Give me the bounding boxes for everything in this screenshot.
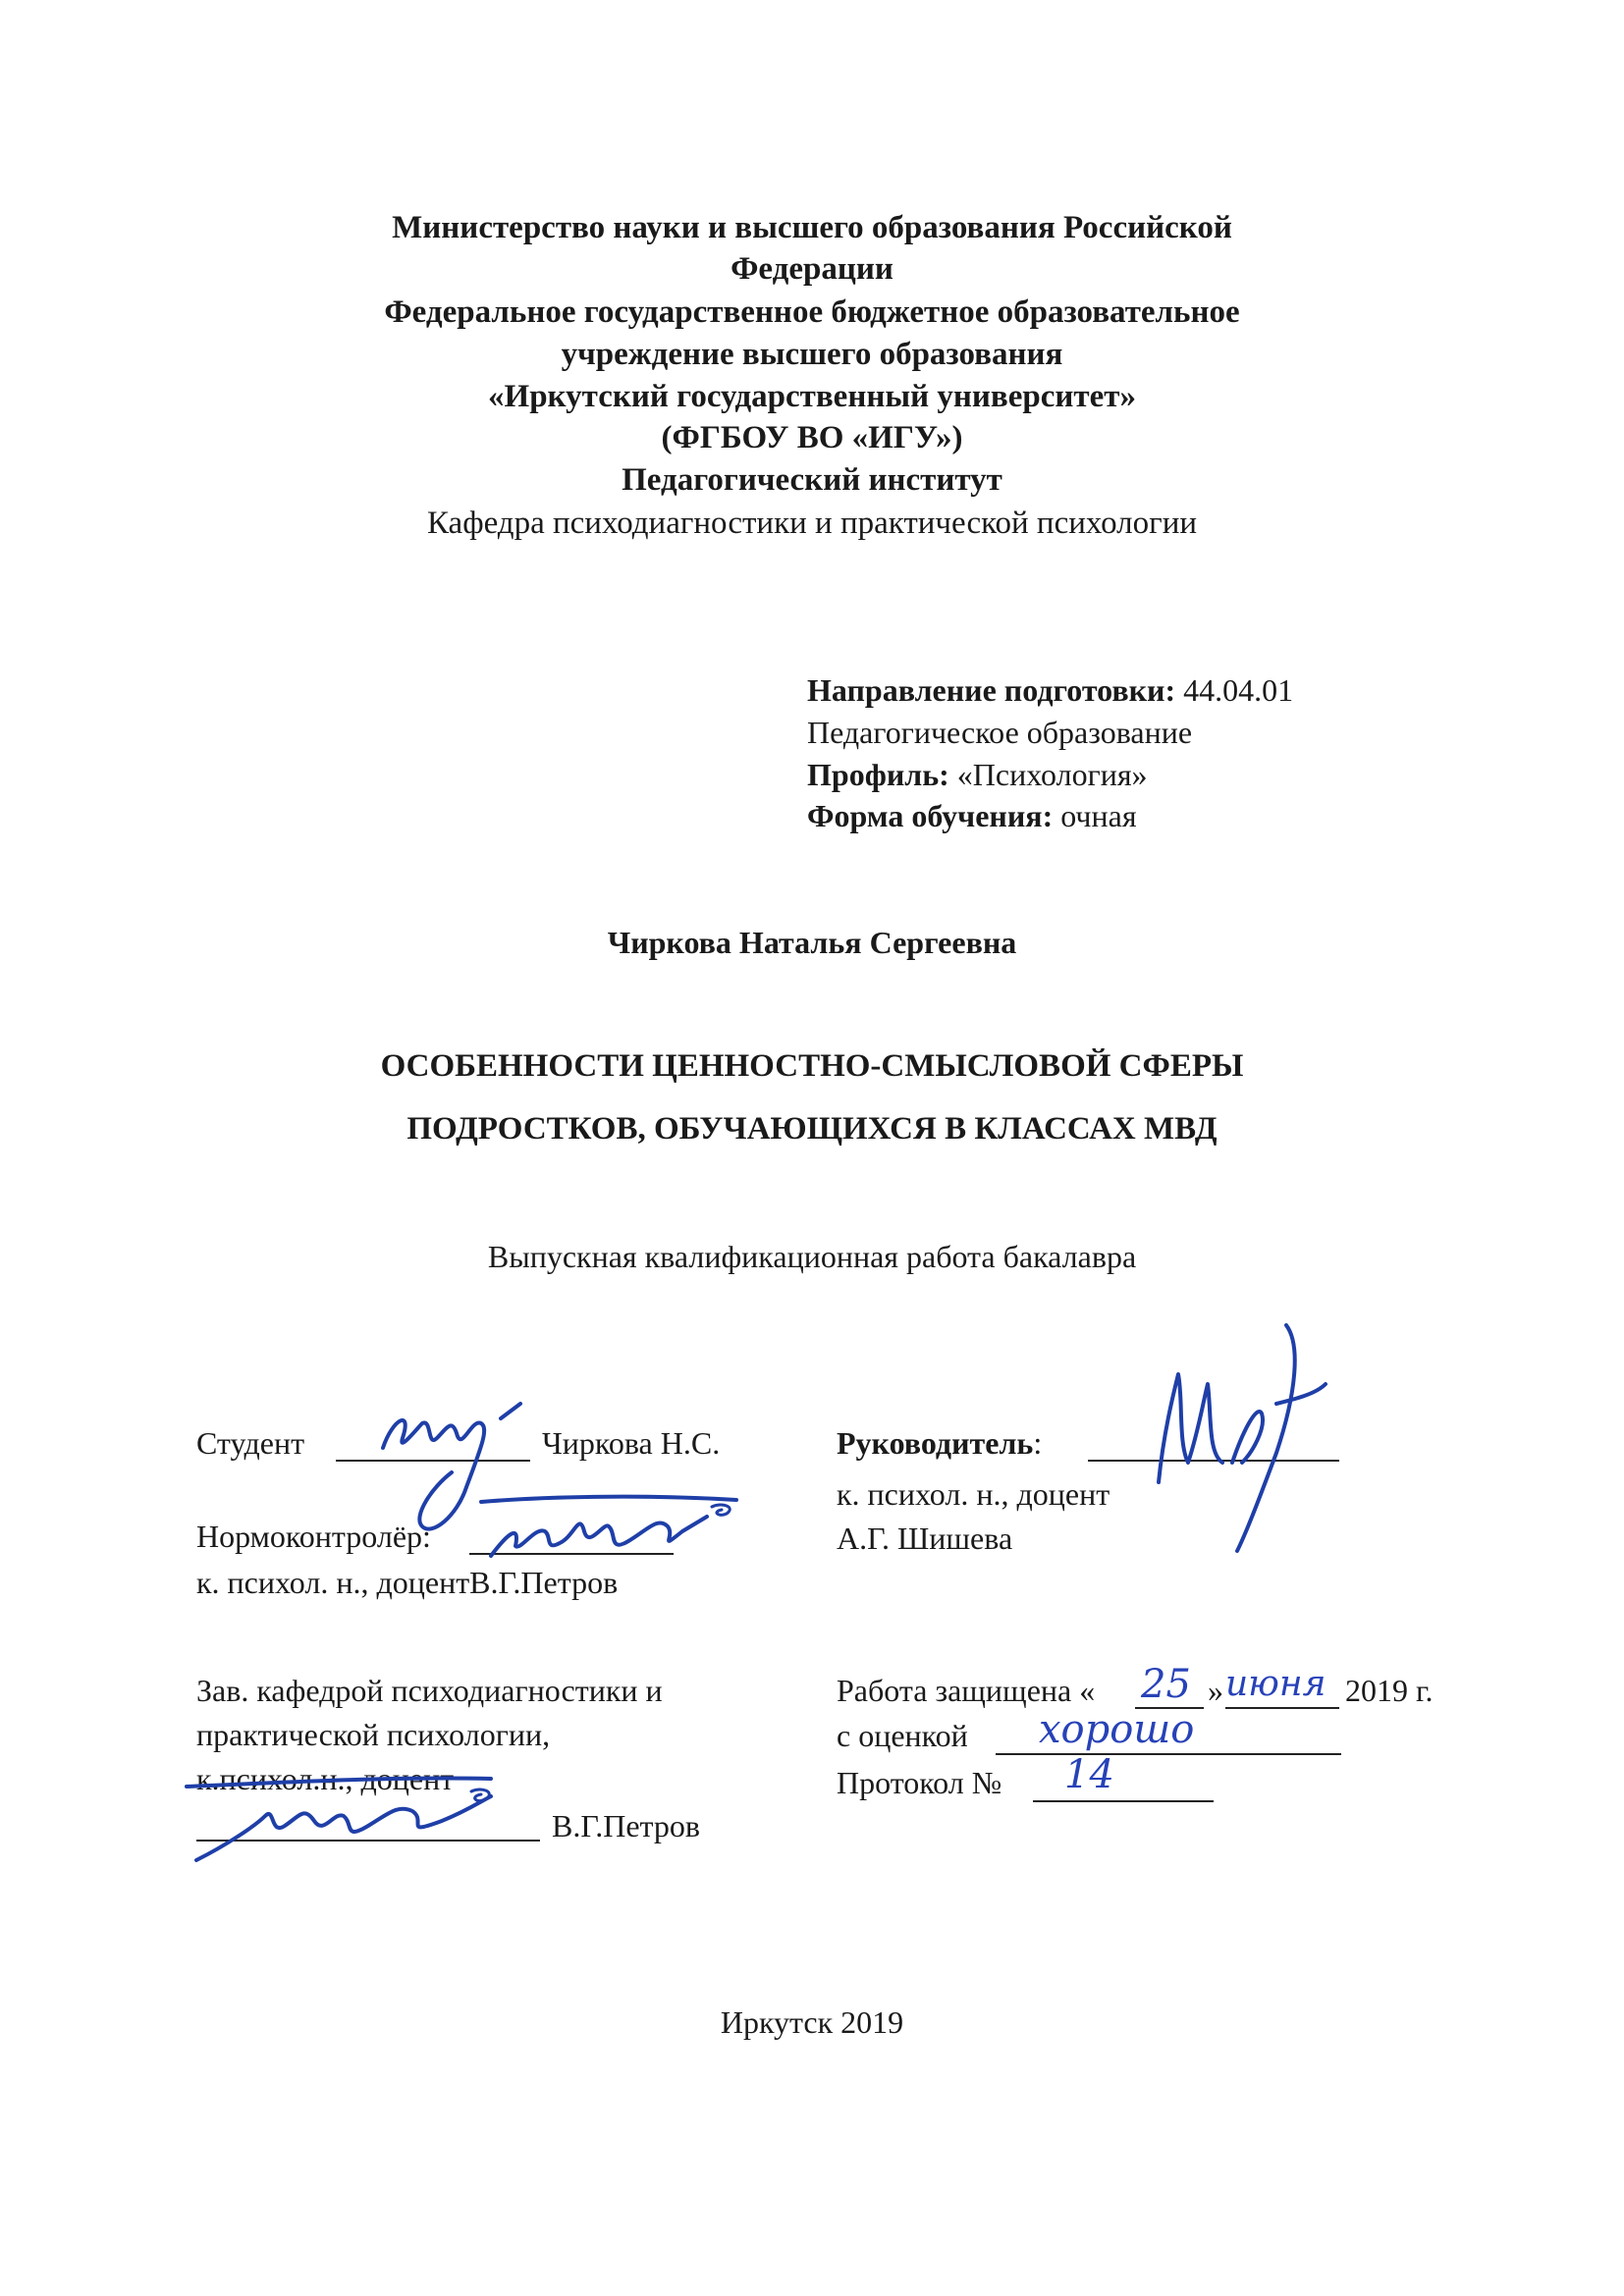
defense-label: Работа защищена « [837, 1673, 1096, 1708]
normcontrol-label: Нормоконтролёр: [196, 1519, 431, 1554]
thesis-title-line-1: ОСОБЕННОСТИ ЦЕННОСТНО-СМЫСЛОВОЙ СФЕРЫ [380, 1048, 1244, 1084]
head-line-3: к.психол.н., доцент [196, 1761, 455, 1796]
supervisor-line [837, 1423, 1042, 1463]
form-line [807, 796, 1137, 835]
ministry-line-1: Министерство науки и высшего образования Российской [392, 210, 1232, 245]
city-year: Иркутск 2019 [720, 2004, 904, 2040]
student-label: Студент [196, 1425, 305, 1461]
supervisor-label: Руководитель [837, 1425, 1034, 1461]
institute-name: Педагогический институт [622, 462, 1002, 498]
profile-line [807, 755, 1148, 794]
defense-month-line [1225, 1707, 1339, 1709]
institution-line-1: Федеральное государственное бюджетное образовательное [384, 294, 1240, 330]
department-name: Кафедра психодиагностики и практической психологии [426, 506, 1198, 541]
student-name: Чиркова Н.С. [542, 1425, 721, 1461]
defense-year: 2019 г. [1345, 1673, 1434, 1708]
defense-month: июня [1225, 1664, 1326, 1704]
university-name: «Иркутский государственный университет» [488, 379, 1136, 414]
protocol-line [1033, 1800, 1214, 1802]
direction-label: Направление подготовки: [807, 672, 1176, 708]
defense-mid: » [1208, 1673, 1223, 1708]
ministry-line-2: Федерации [731, 251, 893, 287]
supervisor-name: А.Г. Шишева [837, 1521, 1013, 1556]
defense-day: 25 [1141, 1662, 1191, 1707]
profile-value: «Психология» [956, 757, 1148, 792]
head-name: В.Г.Петров [552, 1808, 701, 1843]
work-type: Выпускная квалификационная работа бакалавра [487, 1239, 1137, 1274]
university-abbr: (ФГБОУ ВО «ИГУ») [661, 420, 963, 455]
supervisor-degree: к. психол. н., доцент [837, 1476, 1110, 1512]
head-line-1: Зав. кафедрой психодиагностики и [196, 1673, 663, 1708]
author-name: Чиркова Наталья Сергеевна [607, 925, 1017, 960]
form-value: очная [1060, 798, 1137, 833]
protocol-number: 14 [1064, 1752, 1114, 1797]
head-line-2: практической психологии, [196, 1717, 551, 1752]
grade-value: хорошо [1039, 1707, 1195, 1752]
direction-name: Педагогическое образование [807, 715, 1193, 750]
direction-code: 44.04.01 [1183, 672, 1294, 708]
supervisor-colon: : [1033, 1425, 1043, 1461]
direction-line [807, 670, 1293, 710]
protocol-label: Протокол № [837, 1765, 1002, 1800]
thesis-title-line-2: ПОДРОСТКОВ, ОБУЧАЮЩИХСЯ В КЛАССАХ МВД [406, 1111, 1218, 1147]
normcontrol-signature [461, 1482, 756, 1571]
head-signature [177, 1767, 501, 1875]
grade-label: с оценкой [837, 1718, 968, 1753]
normcontrol-info: к. психол. н., доцентВ.Г.Петров [196, 1565, 619, 1600]
form-label: Форма обучения: [807, 798, 1054, 833]
supervisor-signature [1129, 1315, 1345, 1561]
grade-line [996, 1753, 1341, 1755]
institution-line-2: учреждение высшего образования [561, 337, 1063, 372]
profile-label: Профиль: [807, 757, 949, 792]
